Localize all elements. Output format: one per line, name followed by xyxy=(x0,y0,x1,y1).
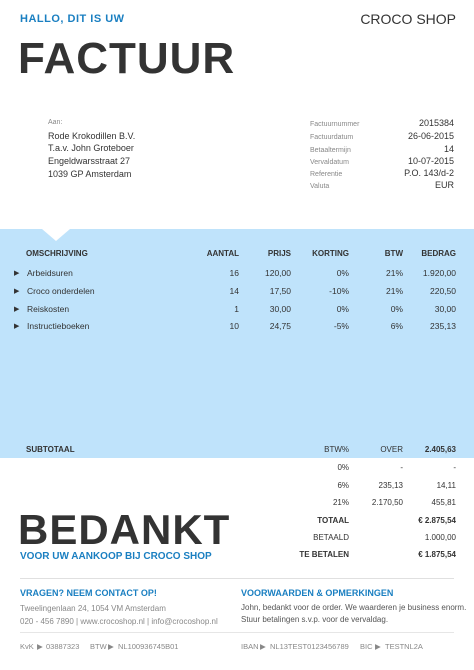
row-quantity: 10 xyxy=(229,321,239,331)
arrow-icon: ▶ xyxy=(375,642,381,651)
invoice-title: FACTUUR xyxy=(18,34,236,83)
row-discount: 0% xyxy=(336,268,349,278)
vat-amount: 14,11 xyxy=(436,481,456,490)
thanks-subtitle: VOOR UW AANKOOP BIJ CROCO SHOP xyxy=(20,551,212,562)
row-discount: -10% xyxy=(329,286,349,296)
vat-over: - xyxy=(400,463,403,472)
row-quantity: 14 xyxy=(229,286,239,296)
play-arrow-icon: ▶ xyxy=(14,288,20,295)
vat-amount: - xyxy=(453,463,456,472)
over-header: OVER xyxy=(380,445,403,454)
meta-label: Referentie xyxy=(310,171,343,178)
vat-pct: 0% xyxy=(337,463,349,472)
btw-value: NL100936745B01 xyxy=(118,642,179,651)
terms-line: John, bedankt voor de order. We waarderen je business enorm. xyxy=(241,603,467,612)
panel-notch xyxy=(42,229,70,241)
col-header-amount: BEDRAG xyxy=(421,249,456,258)
footer-divider xyxy=(20,578,454,579)
row-vat: 21% xyxy=(385,268,403,278)
arrow-icon: ▶ xyxy=(37,642,43,651)
thanks-title: BEDANKT xyxy=(18,506,231,553)
vat-over: 235,13 xyxy=(378,481,403,490)
subtotal-value: 2.405,63 xyxy=(424,445,456,454)
btw-label: BTW xyxy=(90,642,107,651)
play-arrow-icon: ▶ xyxy=(14,270,20,277)
greeting-text: HALLO, DIT IS UW xyxy=(20,13,125,25)
row-price: 30,00 xyxy=(269,304,291,314)
footer-divider xyxy=(20,632,454,633)
row-vat: 0% xyxy=(390,304,403,314)
meta-label: Betaaltermijn xyxy=(310,147,351,154)
col-header-quantity: AANTAL xyxy=(206,249,239,258)
row-description: Reiskosten xyxy=(27,304,70,314)
total-label: TOTAAL xyxy=(317,516,349,525)
row-description: Instructieboeken xyxy=(27,321,90,331)
meta-value: 2015384 xyxy=(418,118,454,128)
shop-name: CROCO SHOP xyxy=(360,11,456,27)
meta-value: 26-06-2015 xyxy=(407,131,454,141)
row-amount: 235,13 xyxy=(430,321,456,331)
kvk-value: 03887323 xyxy=(46,642,80,651)
row-vat: 21% xyxy=(385,286,403,296)
vat-over: 2.170,50 xyxy=(371,498,403,507)
row-price: 17,50 xyxy=(269,286,291,296)
paid-label: BETAALD xyxy=(313,533,349,542)
total-value: € 2.875,54 xyxy=(418,516,456,525)
meta-label: Factuurdatum xyxy=(310,134,354,141)
vat-pct: 6% xyxy=(337,481,349,490)
col-header-description: OMSCHRIJVING xyxy=(26,249,88,258)
line-items-panel xyxy=(0,229,474,458)
col-header-discount: KORTING xyxy=(312,249,349,258)
row-price: 24,75 xyxy=(269,321,291,331)
row-quantity: 1 xyxy=(234,304,239,314)
meta-value: P.O. 143/d-2 xyxy=(404,168,454,178)
paid-value: 1.000,00 xyxy=(424,533,456,542)
row-description: Arbeidsuren xyxy=(27,268,73,278)
recipient-label: Aan: xyxy=(48,119,63,126)
terms-heading: VOORWAARDEN & OPMERKINGEN xyxy=(241,588,394,598)
vat-amount: 455,81 xyxy=(431,498,456,507)
row-quantity: 16 xyxy=(229,268,239,278)
recipient-line: Rode Krokodillen B.V. xyxy=(48,131,136,141)
kvk-label: KvK xyxy=(20,642,34,651)
arrow-icon: ▶ xyxy=(260,642,266,651)
meta-label: Vervaldatum xyxy=(310,159,349,166)
vat-pct-header: BTW% xyxy=(324,445,349,454)
row-vat: 6% xyxy=(390,321,403,331)
iban-value: NL13TEST0123456789 xyxy=(270,642,349,651)
row-amount: 30,00 xyxy=(434,304,456,314)
bic-value: TESTNL2A xyxy=(385,642,423,651)
contact-address: Tweelingenlaan 24, 1054 VM Amsterdam xyxy=(20,604,166,613)
row-amount: 220,50 xyxy=(430,286,456,296)
meta-value: 14 xyxy=(443,144,454,154)
row-description: Croco onderdelen xyxy=(27,286,95,296)
meta-label: Factuurnummer xyxy=(310,121,360,128)
contact-details[interactable]: 020 - 456 7890 | www.crocoshop.nl | info@crocoshop.nl xyxy=(20,617,218,626)
vat-pct: 21% xyxy=(332,498,349,507)
meta-value: 10-07-2015 xyxy=(407,156,454,166)
row-price: 120,00 xyxy=(265,268,291,278)
recipient-line: Engeldwarsstraat 27 xyxy=(48,156,131,166)
col-header-vat: BTW xyxy=(384,249,403,258)
due-value: € 1.875,54 xyxy=(418,550,456,559)
play-arrow-icon: ▶ xyxy=(14,323,20,330)
contact-heading: VRAGEN? NEEM CONTACT OP! xyxy=(20,588,157,598)
row-amount: 1.920,00 xyxy=(422,268,456,278)
subtotal-label: SUBTOTAAL xyxy=(26,445,75,454)
meta-label: Valuta xyxy=(310,183,330,190)
iban-label: IBAN xyxy=(241,642,259,651)
row-discount: 0% xyxy=(336,304,349,314)
col-header-price: PRIJS xyxy=(267,249,291,258)
due-label: TE BETALEN xyxy=(299,550,349,559)
recipient-line: T.a.v. John Groteboer xyxy=(48,143,134,153)
play-arrow-icon: ▶ xyxy=(14,306,20,313)
meta-value: EUR xyxy=(434,180,454,190)
arrow-icon: ▶ xyxy=(108,642,114,651)
recipient-line: 1039 GP Amsterdam xyxy=(48,169,132,179)
terms-line: Stuur betalingen s.v.p. voor de vervaldag. xyxy=(241,615,389,624)
bic-label: BIC xyxy=(360,642,373,651)
row-discount: -5% xyxy=(333,321,349,331)
